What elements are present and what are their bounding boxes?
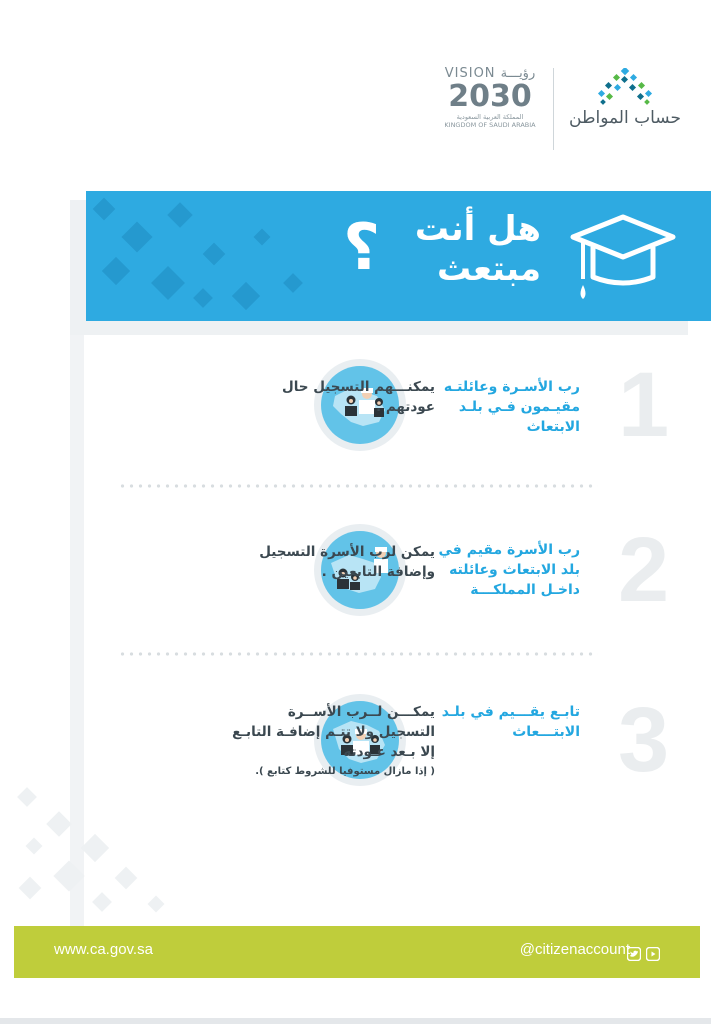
row-number: 2 [618, 519, 670, 621]
logo-divider [553, 68, 554, 150]
row-answer-note: ( إذا مازال مستوفيا للشروط كتابع ). [255, 766, 435, 777]
vision-kingdom-arabic: المملكة العربية السعودية [456, 113, 524, 121]
case-row-3 [70, 690, 688, 820]
social-handle[interactable]: @citizenaccount [519, 941, 630, 958]
question-mark: ؟ [343, 211, 381, 285]
banner-title-line1: هل أنت [414, 209, 541, 249]
row-case-text: تابـع يقـــيم في بلـد الابتـــعاث [441, 704, 580, 740]
row-case-text: رب الأسـرة وعائلتـه مقيـمون فـي بلـد الابتعاث [443, 379, 580, 435]
footer-bar [14, 926, 700, 978]
vision-arabic-label: رؤيـــة [500, 66, 536, 81]
vision-2030-logo [430, 66, 550, 150]
banner-title [341, 209, 541, 289]
website-link[interactable]: www.ca.gov.sa [54, 941, 153, 958]
banner-title-line2: مبتعث [437, 249, 541, 289]
row-answer-text [230, 702, 435, 782]
row-number: 3 [618, 689, 670, 791]
social-icons [627, 943, 660, 962]
vision-kingdom-english: KINGDOM OF SAUDI ARABIA [444, 121, 536, 129]
case-row-2 [70, 520, 688, 650]
case-row-1 [70, 355, 688, 485]
dotted-divider [118, 652, 598, 656]
row-number: 1 [618, 354, 670, 456]
graduation-cap-icon [568, 207, 678, 307]
citizen-account-mark-icon [597, 68, 653, 106]
row-case-text: رب الأسرة مقيم في بلد الابتعاث وعائلته داخـل المملكـــة [438, 542, 580, 598]
vision-label: VISION [444, 66, 496, 81]
row-answer-text: يمكنـــهم التسجيل حال عودتهم . [282, 379, 435, 415]
dotted-divider [118, 484, 598, 488]
citizen-account-name: حساب المواطن [569, 108, 681, 128]
bottom-edge [0, 1018, 711, 1024]
youtube-icon[interactable] [646, 947, 660, 961]
title-banner [86, 191, 711, 321]
twitter-icon[interactable] [627, 947, 641, 961]
citizen-account-logo [565, 68, 685, 152]
vision-year: 2030 [448, 79, 532, 114]
row-answer-main: يمكـــن لــرب الأســرة التسجيل ولا تتـم إضافـة التابـع إلا بـعد عـودته [232, 704, 435, 760]
header-logos [420, 60, 690, 155]
row-answer-text: يمكن لرب الأسرة التسجيل وإضافة التابعين . [259, 544, 435, 580]
